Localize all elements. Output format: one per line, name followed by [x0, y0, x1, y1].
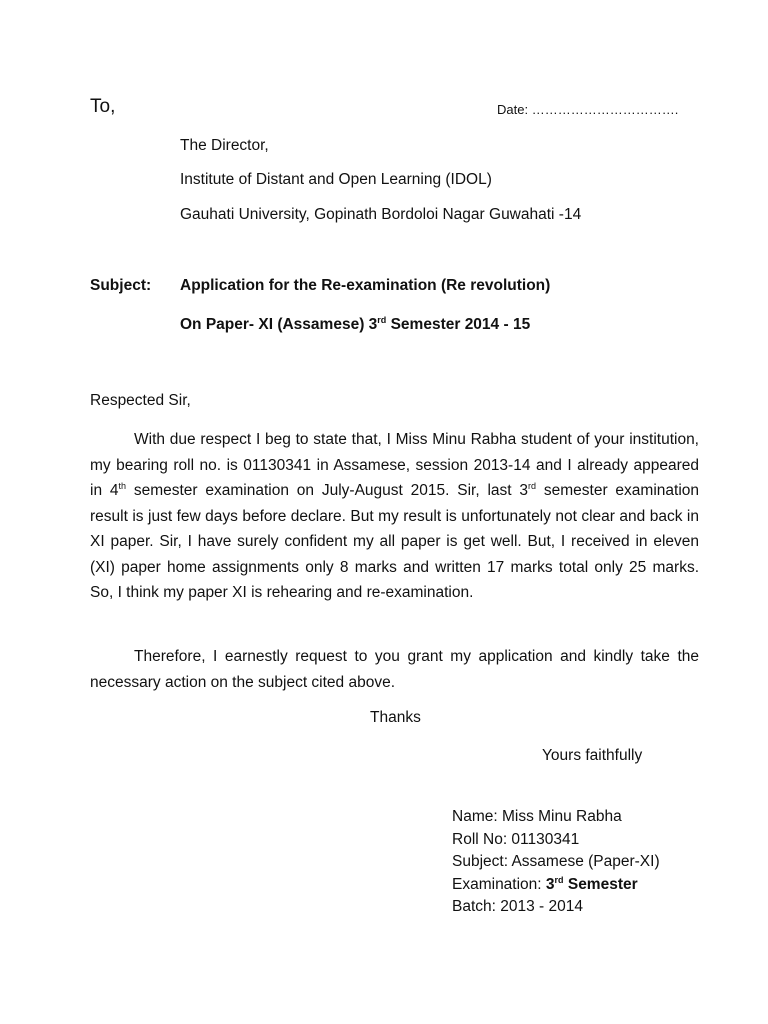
signature-roll: Roll No: 01130341 [452, 830, 580, 848]
signature-batch: Batch: 2013 - 2014 [452, 898, 583, 916]
body-paragraph-1 [90, 427, 699, 606]
p1-sup-2: rd [528, 480, 537, 491]
signature-name: Name: Miss Minu Rabha [452, 808, 622, 825]
signature-exam [452, 874, 660, 897]
yours-faithfully: Yours faithfully [542, 747, 643, 764]
subject-line-2-text: On Paper- XI (Assamese) 3 [180, 316, 378, 333]
exam-semester: Semester [563, 875, 638, 893]
subject-line-2-sup: rd [377, 314, 387, 325]
signature-subject: Subject: Assamese (Paper-XI) [452, 853, 660, 871]
date-label: Date: [497, 102, 529, 117]
date-line [497, 102, 678, 117]
exam-label: Examination: [452, 875, 546, 893]
date-value: ……………………………. [531, 102, 679, 117]
salutation-to: To, [90, 96, 116, 117]
p1-part-b: semester examination on July-August 2015. Sir, last 3 [126, 482, 529, 499]
recipient-line-2: Institute of Distant and Open Learning (IDOL) [180, 171, 492, 188]
subject-line-1: Application for the Re-examination (Re revolution) [180, 277, 551, 294]
recipient-line-3: Gauhati University, Gopinath Bordoloi Nagar Guwahati -14 [180, 206, 582, 223]
salutation: Respected Sir, [90, 392, 191, 409]
p1-sup-1: th [118, 480, 127, 491]
signature-block [452, 806, 660, 919]
subject-label: Subject: [90, 277, 152, 294]
subject-line-2-post: Semester 2014 - 15 [386, 316, 531, 333]
exam-number: 3 [545, 875, 555, 893]
subject-line-2 [180, 316, 530, 334]
body-paragraph-2: Therefore, I earnestly request to you grant my application and kindly take the necessary action on the subject cited above. [90, 648, 699, 691]
p1-part-a: With due respect I beg to state that, I Miss Minu Rabha student of your institution, my bearing roll no. is 01130341 in Assamese, session 2013-14 and I already appeared in 4 [90, 431, 699, 499]
p1-part-c: semester examination result is just few days before declare. But my result is unfortunately not clear and back in XI paper. Sir, I have surely confident my all paper is get well. But, I received in eleven (XI) paper home assignments only 8 marks and written 17 marks total only 25 marks. So, I think my paper XI is rehearing and re-examination. [90, 482, 699, 601]
exam-sup: rd [554, 874, 564, 885]
thanks-text: Thanks [370, 709, 421, 726]
recipient-line-1: The Director, [180, 137, 269, 154]
